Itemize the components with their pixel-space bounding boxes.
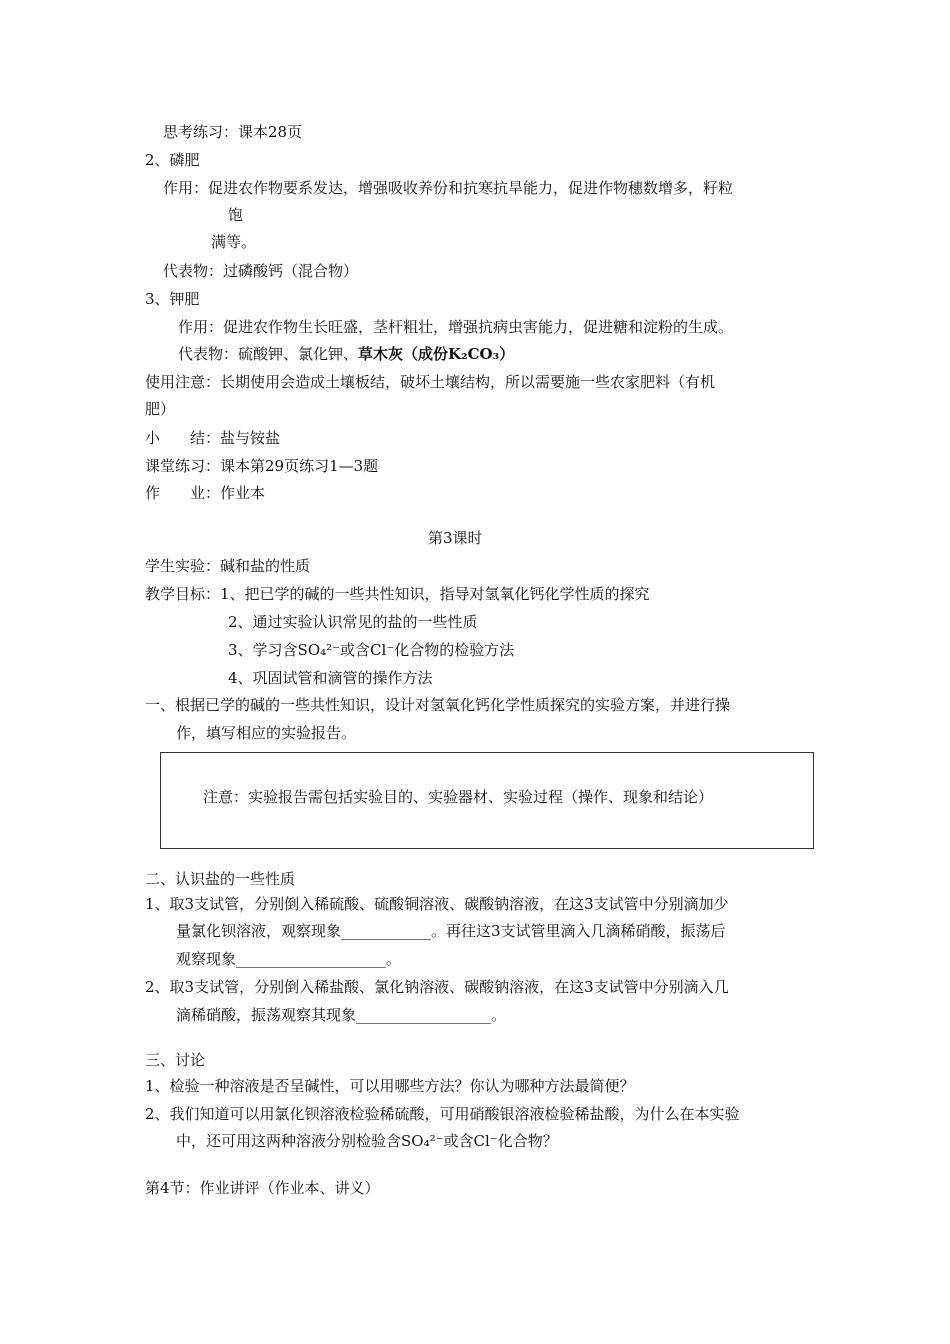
teaching-goal-4: 4、巩固试管和滴管的操作方法 — [228, 669, 433, 687]
note-text: 注意：实验报告需包括实验目的、实验器材、实验过程（操作、现象和结论） — [203, 788, 714, 806]
usage-note-line-2: 肥） — [145, 400, 176, 418]
experiment-line: 学生实验：碱和盐的性质 — [145, 557, 311, 575]
potash-rep-bold: 草木灰（成份K₂CO₃） — [358, 345, 515, 363]
item1-line-1: 1、取3支试管，分别倒入稀硫酸、硫酸铜溶液、碳酸钠溶液，在这3支试管中分别滴加少 — [145, 895, 729, 913]
item2-line-1: 2、取3支试管，分别倒入稀盐酸、氯化钠溶液、碳酸钠溶液，在这3支试管中分别滴入几 — [145, 978, 729, 996]
phosphate-representative: 代表物：过磷酸钙（混合物） — [163, 262, 359, 280]
phosphate-effect-line-2: 饱 — [228, 206, 244, 224]
think-practice-line: 思考练习：课本28页 — [163, 123, 303, 141]
summary-line — [145, 428, 280, 448]
teaching-goal-1: 教学目标：1、把已学的碱的一些共性知识，指导对氢氧化钙化学性质的探究 — [145, 585, 650, 603]
phosphate-heading: 2、磷肥 — [145, 151, 200, 169]
homework-value: 作业本 — [220, 484, 266, 502]
section4-line: 第4节：作业讲评（作业本、讲义） — [145, 1179, 380, 1197]
part3-heading: 三、讨论 — [145, 1051, 206, 1069]
item1-line-3: 观察现象____________________。 — [176, 950, 402, 968]
note-box — [160, 752, 814, 849]
item2-line-2: 滴稀硝酸，振荡观察其现象__________________。 — [176, 1006, 507, 1024]
homework-line — [145, 483, 265, 503]
homework-label: 作 业： — [145, 484, 221, 502]
part1-line-2: 作，填写相应的实验报告。 — [176, 724, 357, 742]
phosphate-effect-line-3: 满等。 — [211, 233, 257, 251]
summary-label: 小 结： — [145, 429, 221, 447]
item1-line-2: 量氯化钡溶液，观察现象____________。再往这3支试管里滴入几滴稀硝酸，振荡后 — [176, 922, 726, 940]
potash-heading: 3、钾肥 — [145, 290, 200, 308]
teaching-goal-2: 2、通过实验认识常见的盐的一些性质 — [228, 613, 478, 631]
part1-line-1: 一、根据已学的碱的一些共性知识，设计对氢氧化钙化学性质探究的实验方案，并进行操 — [145, 696, 731, 714]
discussion-1: 1、检验一种溶液是否呈碱性，可以用哪些方法？你认为哪种方法最简便？ — [145, 1077, 635, 1095]
potash-rep-prefix: 代表物：硫酸钾、氯化钾、 — [178, 345, 359, 363]
lesson3-title: 第3课时 — [428, 529, 483, 547]
teaching-goal-3: 3、学习含SO₄²⁻或含Cl⁻化合物的检验方法 — [228, 641, 515, 659]
summary-value: 盐与铵盐 — [220, 429, 281, 447]
discussion-2-line-2: 中，还可用这两种溶液分别检验含SO₄²⁻或含Cl⁻化合物？ — [176, 1132, 558, 1150]
potash-effect: 作用：促进农作物生长旺盛，茎杆粗壮，增强抗病虫害能力，促进糖和淀粉的生成。 — [178, 318, 734, 336]
phosphate-effect-line-1: 作用：促进农作物要系发达，增强吸收养份和抗寒抗旱能力，促进作物穗数增多，籽粒 — [163, 179, 734, 197]
discussion-2-line-1: 2、我们知道可以用氯化钡溶液检验稀硫酸，可用硝酸银溶液检验稀盐酸，为什么在本实验 — [145, 1105, 740, 1123]
potash-representative — [178, 344, 514, 364]
part2-heading: 二、认识盐的一些性质 — [145, 870, 296, 888]
class-practice-line: 课堂练习：课本第29页练习1—3题 — [145, 457, 379, 475]
usage-note-line-1: 使用注意：长期使用会造成土壤板结，破坏土壤结构，所以需要施一些农家肥料（有机 — [145, 373, 716, 391]
